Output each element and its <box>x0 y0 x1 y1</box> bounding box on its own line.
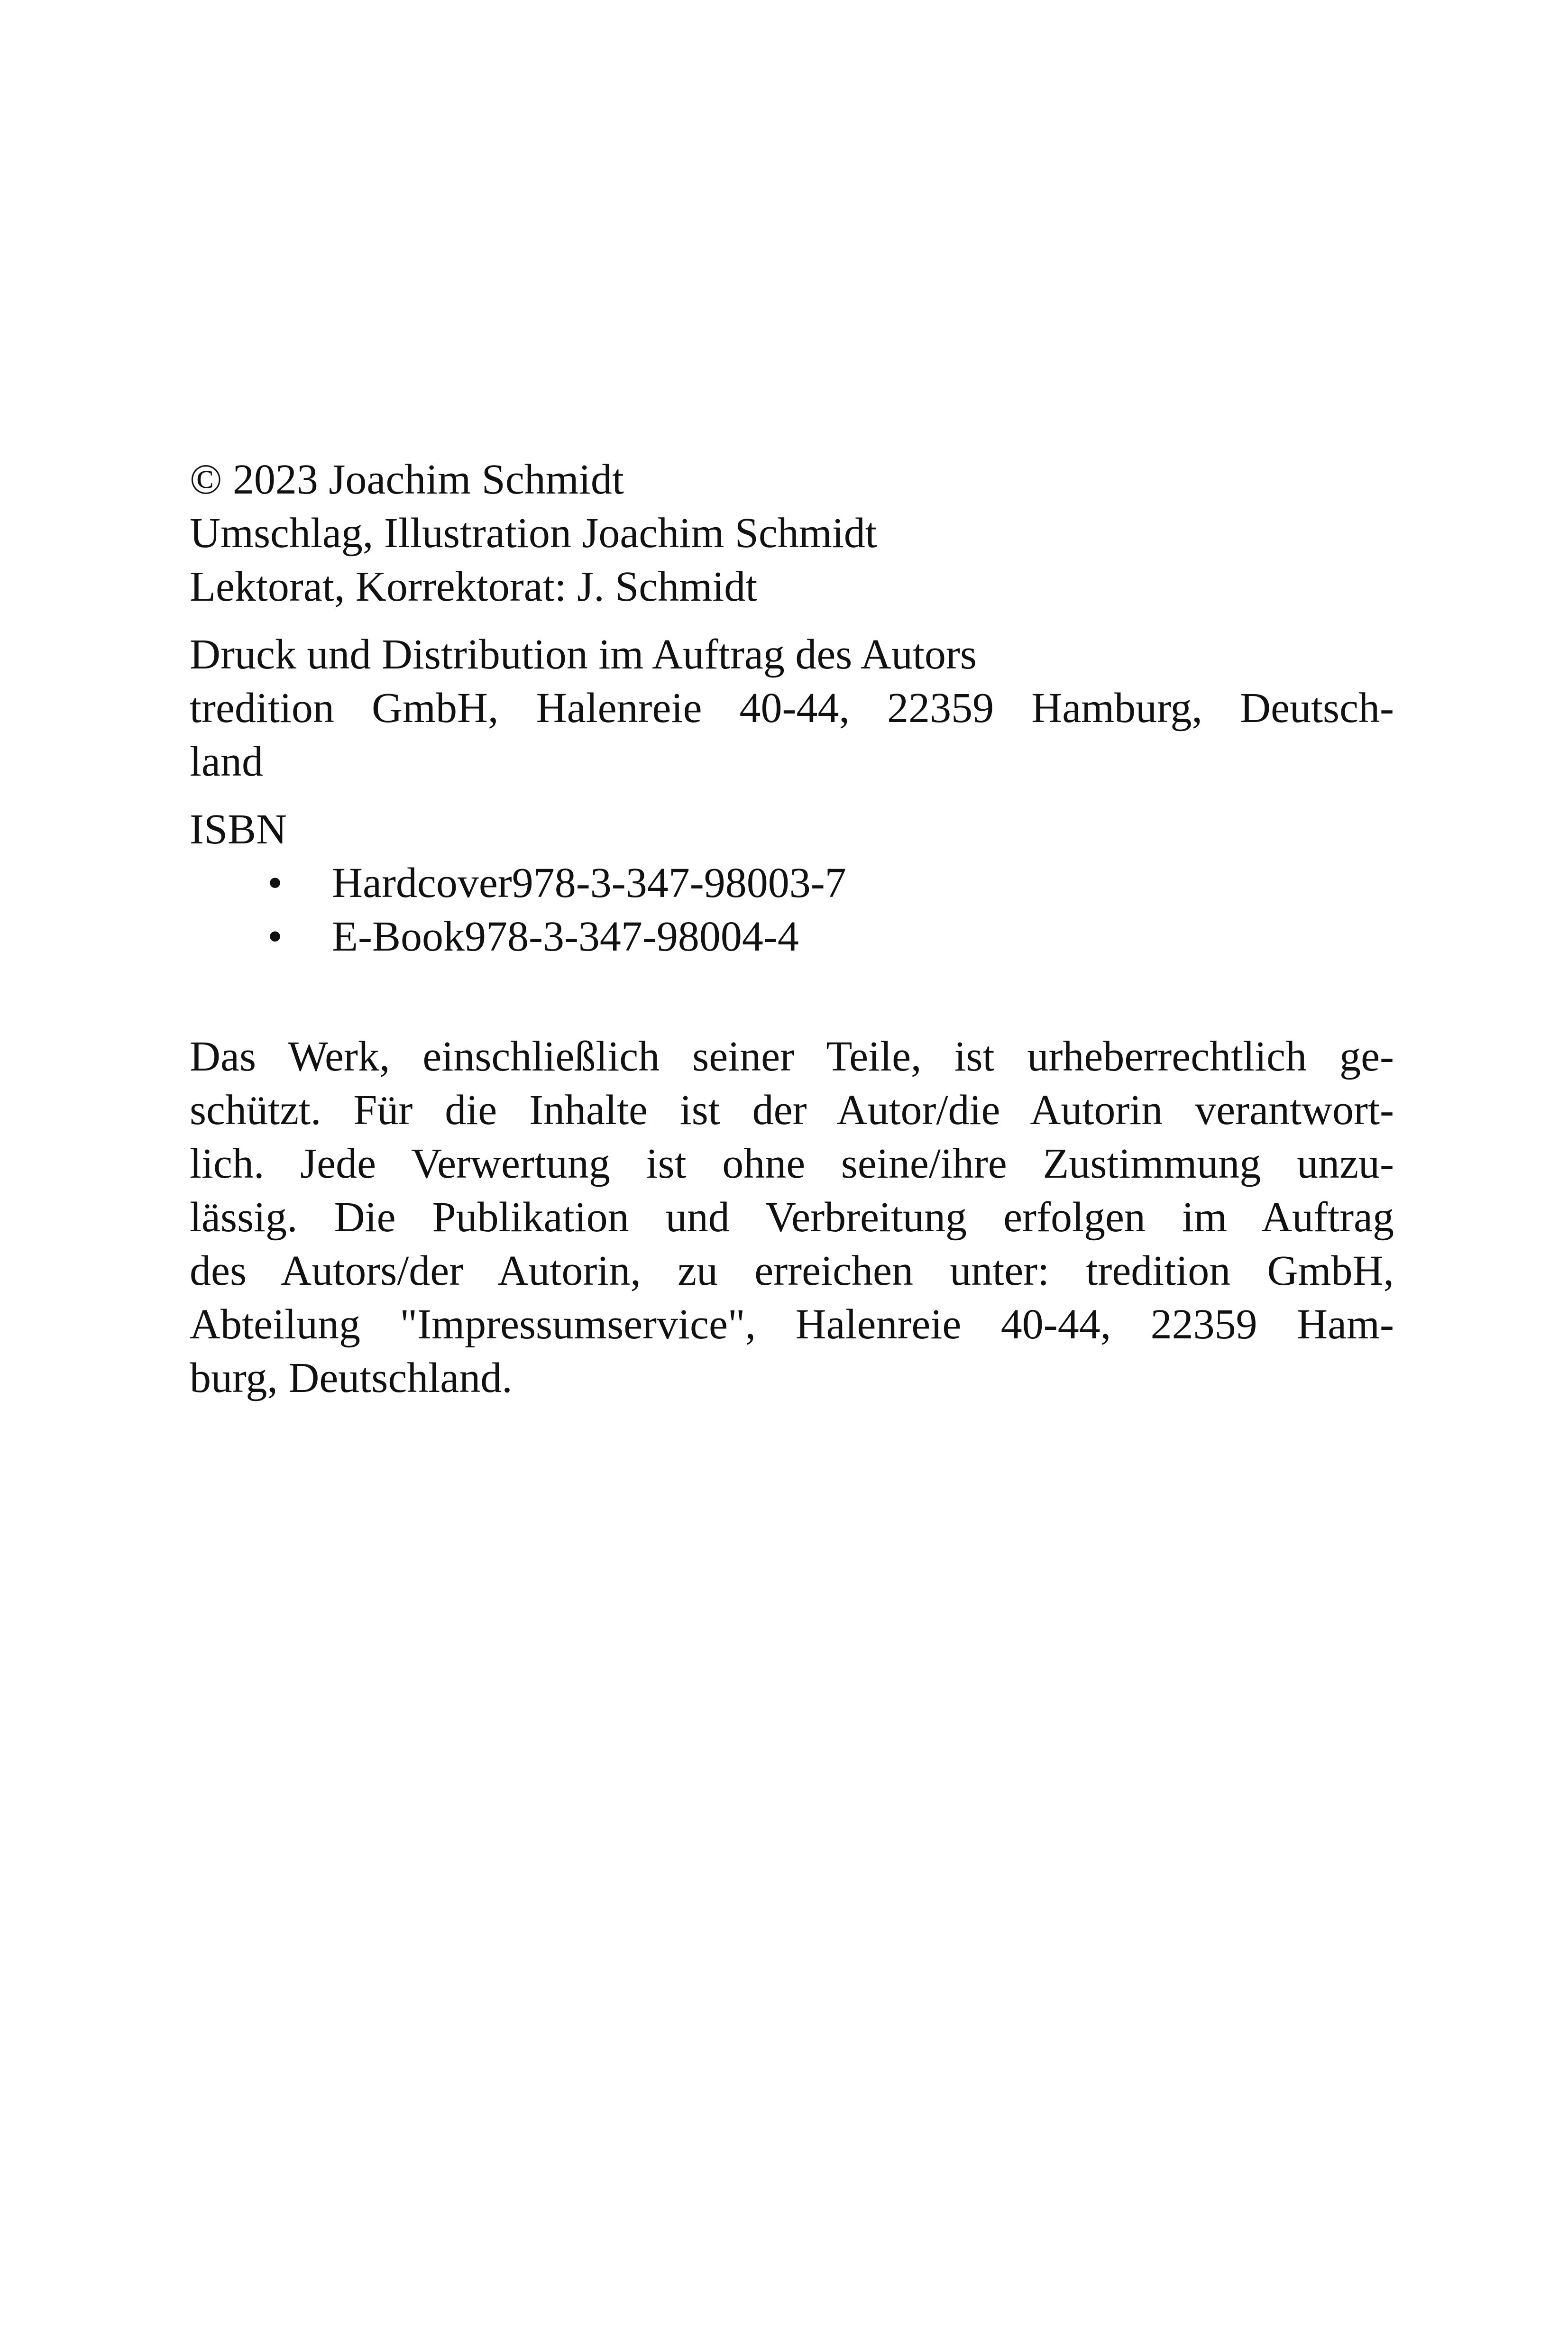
editing-line: Lektorat, Korrektorat: J. Schmidt <box>190 563 758 610</box>
publisher-address-continuation: land <box>190 738 263 785</box>
bullet-icon <box>261 910 289 963</box>
legal-notice <box>190 1030 1394 1405</box>
legal-line: Abteilung "Impressumservice", Halenreie 40-44, 22359 Ham- <box>190 1301 1394 1348</box>
isbn-label: ISBN <box>190 806 287 853</box>
legal-line: schützt. Für die Inhalte ist der Autor/die Autorin verantwort- <box>190 1087 1394 1134</box>
bullet-icon <box>261 856 289 910</box>
legal-line-last: burg, Deutschland. <box>190 1354 513 1401</box>
isbn-item-hardcover <box>190 856 1394 910</box>
distribution-line: Druck und Distribution im Auftrag des Autors <box>190 631 977 678</box>
isbn-list <box>190 856 1394 963</box>
distribution-block <box>190 628 1394 788</box>
legal-line: des Autors/der Autorin, zu erreichen unter: tredition GmbH, <box>190 1247 1394 1294</box>
publisher-address-line: tredition GmbH, Halenreie 40-44, 22359 Hamburg, Deutsch- <box>190 685 1394 732</box>
legal-line: Das Werk, einschließlich seiner Teile, ist urheberrechtlich ge- <box>190 1033 1394 1080</box>
copyright-line: © 2023 Joachim Schmidt <box>190 456 624 503</box>
isbn-item-ebook <box>190 910 1394 963</box>
cover-illustration-line: Umschlag, Illustration Joachim Schmidt <box>190 510 877 557</box>
isbn-block <box>190 803 1394 963</box>
isbn-hardcover: Hardcover978-3-347-98003-7 <box>332 860 846 906</box>
legal-line: lässig. Die Publikation und Verbreitung erfolgen im Auftrag <box>190 1194 1394 1241</box>
legal-line: lich. Jede Verwertung ist ohne seine/ihre Zustimmung unzu- <box>190 1140 1394 1187</box>
isbn-ebook: E-Book978-3-347-98004-4 <box>332 913 799 960</box>
copyright-block <box>190 453 1394 613</box>
imprint-content <box>190 453 1394 1405</box>
